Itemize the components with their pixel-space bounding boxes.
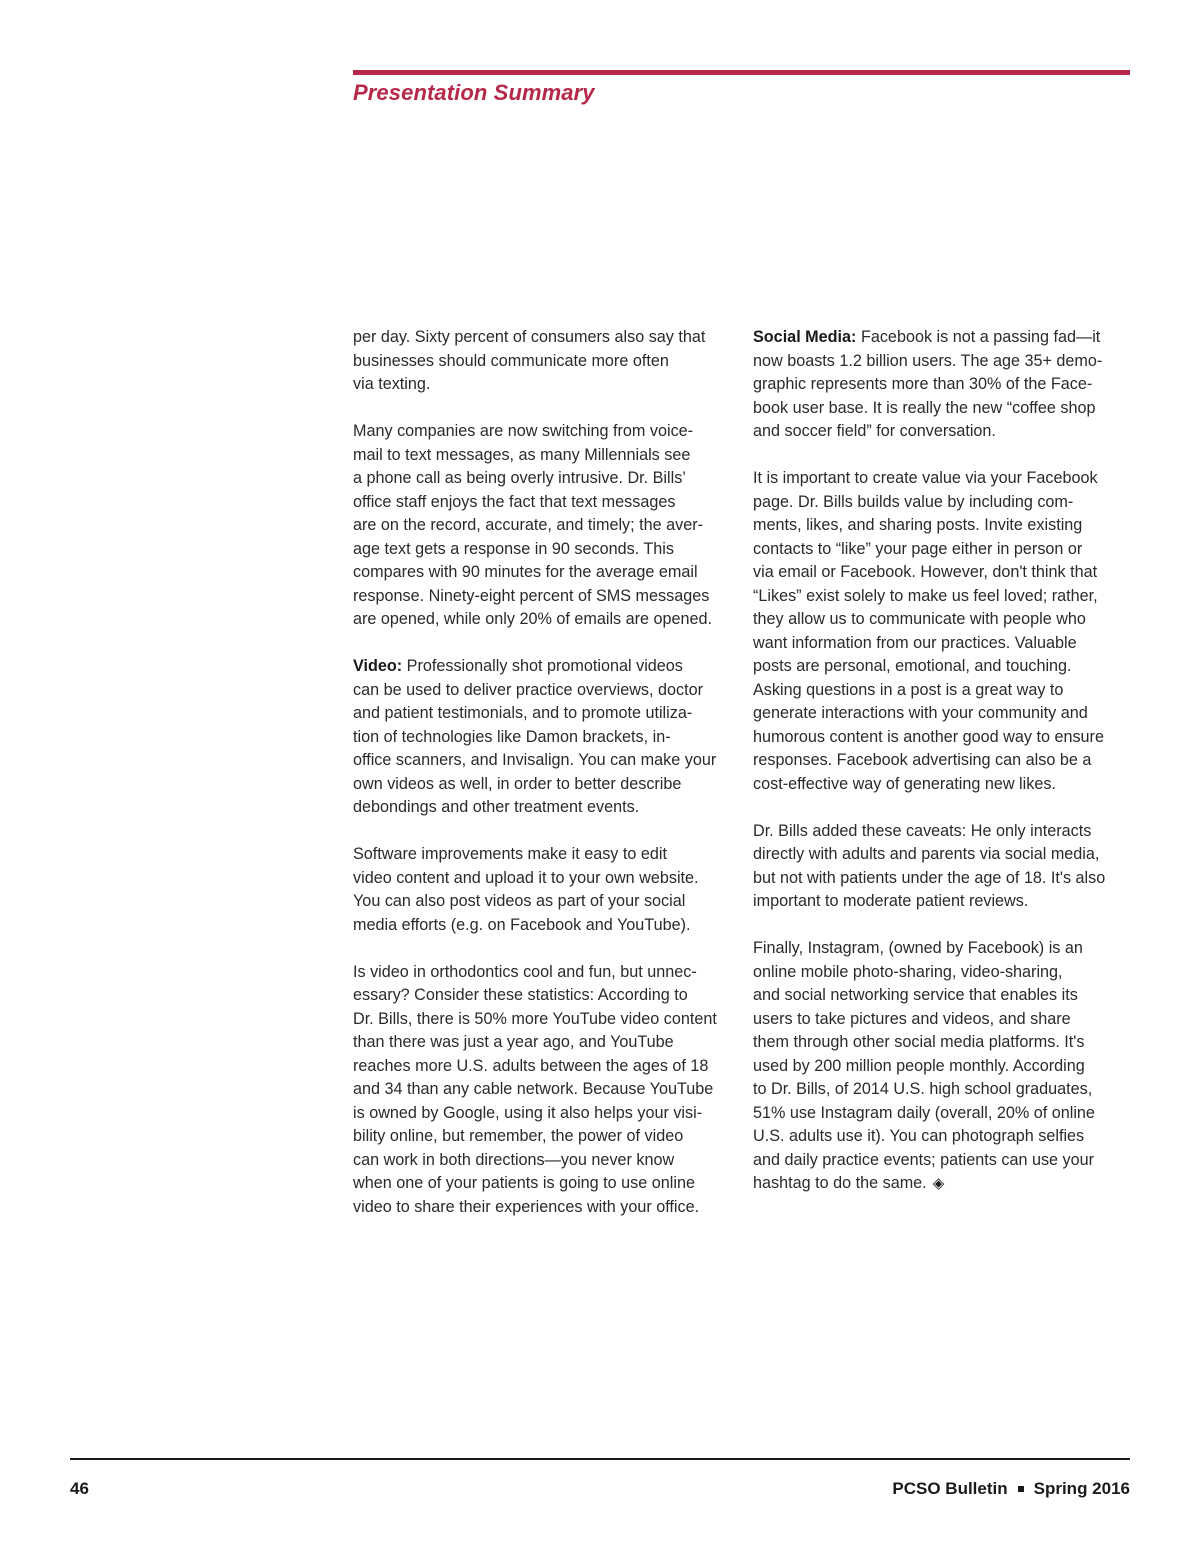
paragraph-social-media <box>753 326 1133 444</box>
text-line: “Likes” exist solely to make us feel loved; rather, <box>753 586 1098 605</box>
text-line: humorous content is another good way to ensure <box>753 727 1104 746</box>
text-line: office staff enjoys the fact that text messages <box>353 492 676 511</box>
text-line: generate interactions with your community and <box>753 704 1088 722</box>
text-line: per day. Sixty percent of consumers also say that <box>353 328 706 346</box>
text-line: U.S. adults use it). You can photograph selfies <box>753 1127 1085 1145</box>
section-title: Presentation Summary <box>353 80 595 105</box>
paragraph-caveats <box>753 820 1133 914</box>
social-first-text: Facebook is not a passing fad—it <box>856 328 1101 346</box>
text-line: page. Dr. Bills builds value by including com- <box>753 492 1074 511</box>
social-first-line <box>753 326 1133 350</box>
paragraph-video-stats <box>353 961 731 1220</box>
text-line: and social networking service that enables its <box>753 986 1078 1004</box>
text-line: they allow us to communicate with people who <box>753 610 1086 628</box>
right-column <box>753 326 1133 1219</box>
text-line: age text gets a response in 90 seconds. This <box>353 539 674 558</box>
text-line: Is video in orthodontics cool and fun, but unnec- <box>353 962 697 981</box>
text-line: directly with adults and parents via social media, <box>753 845 1100 863</box>
text-line: 51% use Instagram daily (overall, 20% of online <box>753 1103 1095 1122</box>
text-line: You can also post videos as part of your social <box>353 892 686 910</box>
publication-name: PCSO Bulletin <box>892 1479 1008 1498</box>
text-line: contacts to “like” your page either in person or <box>753 539 1083 558</box>
text-line: and patient testimonials, and to promote utiliza- <box>353 704 693 722</box>
paragraph-texting <box>353 326 731 397</box>
paragraph-facebook-value <box>753 467 1133 796</box>
text-line: want information from our practices. Valuable <box>753 633 1077 652</box>
text-line: important to moderate patient reviews. <box>753 892 1029 910</box>
issue-date: Spring 2016 <box>1033 1479 1130 1498</box>
paragraph-instagram <box>753 937 1133 1196</box>
text-line: a phone call as being overly intrusive. Dr. Bills’ <box>353 469 686 487</box>
header-rule <box>353 70 1130 75</box>
text-line: bility online, but remember, the power of video <box>353 1127 684 1145</box>
text-line: response. Ninety-eight percent of SMS messages <box>353 586 710 605</box>
text-line: used by 200 million people monthly. According <box>753 1056 1085 1075</box>
text-line: debondings and other treatment events. <box>353 798 640 816</box>
text-line: but not with patients under the age of 18. It's also <box>753 868 1106 887</box>
text-line: Many companies are now switching from voice- <box>353 422 694 440</box>
text-line: mail to text messages, as many Millennials see <box>353 445 691 464</box>
text-line: Software improvements make it easy to edit <box>353 845 667 863</box>
text-line: video to share their experiences with your office. <box>353 1197 700 1216</box>
text-line: can be used to deliver practice overviews, doctor <box>353 680 704 699</box>
text-line: to Dr. Bills, of 2014 U.S. high school graduates, <box>753 1080 1093 1098</box>
text-line: media efforts (e.g. on Facebook and YouTube). <box>353 915 691 934</box>
text-line: It is important to create value via your Facebook <box>753 469 1098 487</box>
video-first-text: Professionally shot promotional videos <box>402 657 683 675</box>
end-of-article-icon: ◈ <box>932 1175 945 1192</box>
square-bullet-icon <box>1018 1486 1024 1492</box>
text-line: are opened, while only 20% of emails are opened. <box>353 610 713 628</box>
paragraph-software <box>353 843 731 937</box>
text-line: can work in both directions—you never know <box>353 1150 675 1169</box>
text-line: online mobile photo-sharing, video-sharing, <box>753 962 1063 981</box>
text-line: cost-effective way of generating new likes. <box>753 774 1056 793</box>
text-line: when one of your patients is going to use online <box>353 1174 695 1192</box>
text-line: is owned by Google, using it also helps your visi- <box>353 1103 703 1122</box>
text-line: than there was just a year ago, and YouTube <box>353 1033 674 1051</box>
instagram-last-text: hashtag to do the same. <box>753 1174 927 1192</box>
video-lead: Video: <box>353 657 403 675</box>
left-column <box>353 326 731 1243</box>
text-line: book user base. It is really the new “coffee shop <box>753 398 1096 417</box>
video-body <box>353 679 731 820</box>
text-line: are on the record, accurate, and timely; the aver- <box>353 516 704 534</box>
text-line: users to take pictures and videos, and share <box>753 1009 1071 1028</box>
text-line: ments, likes, and sharing posts. Invite existing <box>753 516 1083 534</box>
text-line: via texting. <box>353 375 431 393</box>
text-line: graphic represents more than 30% of the Face- <box>753 375 1093 393</box>
text-line: and 34 than any cable network. Because YouTube <box>353 1080 714 1098</box>
social-lead: Social Media: <box>753 328 857 346</box>
text-line: essary? Consider these statistics: According to <box>353 986 688 1004</box>
text-line: video content and upload it to your own website. <box>353 868 699 887</box>
footer-publication-info <box>892 1479 1130 1499</box>
text-line: and daily practice events; patients can use your <box>753 1150 1095 1169</box>
text-line: Asking questions in a post is a great way to <box>753 680 1064 699</box>
text-line: Dr. Bills added these caveats: He only interacts <box>753 821 1092 840</box>
text-line: businesses should communicate more often <box>353 351 669 370</box>
social-body <box>753 350 1133 444</box>
paragraph-video <box>353 655 731 820</box>
text-line: and soccer field” for conversation. <box>753 422 996 440</box>
text-line: tion of technologies like Damon brackets, in- <box>353 727 671 746</box>
text-line: Finally, Instagram, (owned by Facebook) is an <box>753 939 1083 957</box>
text-line: responses. Facebook advertising can also be a <box>753 751 1092 769</box>
text-line: via email or Facebook. However, don't think that <box>753 563 1098 581</box>
page-number: 46 <box>70 1479 89 1498</box>
text-line: them through other social media platforms. It's <box>753 1033 1085 1051</box>
video-first-line <box>353 655 731 679</box>
text-line: compares with 90 minutes for the average email <box>353 563 698 581</box>
text-line: own videos as well, in order to better describe <box>353 774 682 793</box>
text-line: reaches more U.S. adults between the ages of 18 <box>353 1056 709 1075</box>
text-line: posts are personal, emotional, and touching. <box>753 657 1072 675</box>
instagram-body <box>753 937 1133 1172</box>
text-line: office scanners, and Invisalign. You can make your <box>353 751 717 769</box>
instagram-last-line <box>753 1172 1133 1196</box>
text-line: now boasts 1.2 billion users. The age 35+ demo- <box>753 351 1103 370</box>
paragraph-voicemail <box>353 420 731 632</box>
text-line: Dr. Bills, there is 50% more YouTube video content <box>353 1009 717 1028</box>
footer-rule <box>70 1458 1130 1460</box>
